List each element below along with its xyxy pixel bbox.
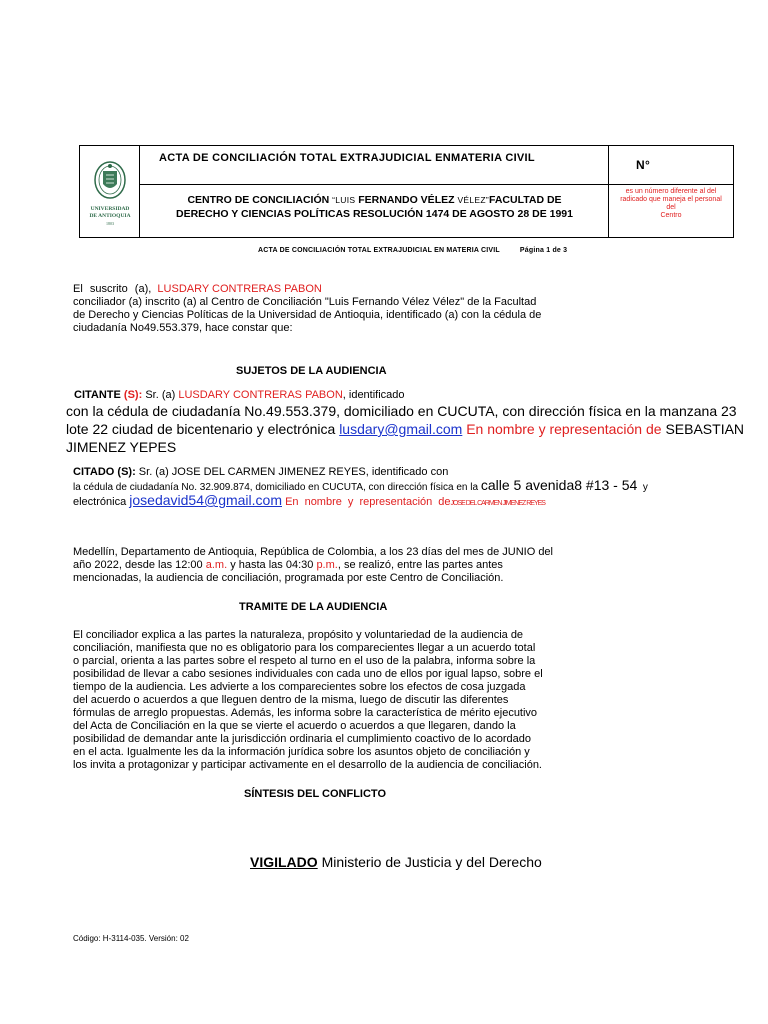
svg-text:1803: 1803 (106, 221, 114, 226)
citante-block: CITANTE (S): Sr. (a) LUSDARY CONTRERAS PABON, identificado con la cédula de ciudadanía No.49.553.379, domiciliado en CUCUTA, con dirección física en la manzana 23 lote 22 ciudad de bicentenario y electrónica lusdary@gmail.com En nombre y representación de SEBASTIAN JIMENEZ YEPES (66, 389, 745, 455)
intro-paragraph: El suscrito (a), LUSDARY CONTRERAS PABON conciliador (a) inscrito (a) al Centro de Conciliación "Luis Fernando Vélez Vélez" de la Facultad de Derecho y Ciencias Políticas de la Universidad de Antioquia, identificado (a) con la cédula de ciudadanía No49.553.379, hace constar que: (73, 283, 542, 334)
header-table (79, 145, 734, 238)
document-code: Código: H-3114-035. Versión: 02 (73, 934, 189, 943)
svg-text:UNIVERSIDAD: UNIVERSIDAD (90, 206, 130, 212)
center-heading: CENTRO DE CONCILIACIÓN “LUIS FERNANDO VÉLEZ VÉLEZ”FACULTAD DE DERECHO Y CIENCIAS POLÍTICAS RESOLUCIÓN 1474 DE AGOSTO 28 DE 1991 (176, 194, 573, 220)
vigilado-footer: VIGILADO Ministerio de Justicia y del Derecho (250, 854, 542, 870)
citante-email-link[interactable]: lusdary@gmail.com (339, 421, 463, 437)
section-heading-sintesis: SÍNTESIS DEL CONFLICTO (244, 788, 386, 800)
table-divider (139, 146, 140, 237)
university-seal-logo (86, 154, 134, 234)
number-label: N° (636, 158, 651, 172)
number-note: es un número diferente al del radicado que maneja el personal del Centro (620, 188, 722, 219)
svg-text:DE ANTIOQUIA: DE ANTIOQUIA (89, 213, 131, 219)
citado-email-link[interactable]: josedavid54@gmail.com (129, 492, 282, 508)
tramite-paragraph: El conciliador explica a las partes la naturaleza, propósito y voluntariedad de la audiencia de conciliación, manifiesta que no es obligatorio para los comparecientes llegar a un acuerdo total o parcial, orienta a las partes sobre el respeto al turno en el uso de la palabra, informa sobre la posibilidad de llevar a cabo sesiones individuales con cada uno de ellos por igual lapso, sobre el tiempo de la audiencia. Les advierte a los comparecientes sobre los efectos de cosa juzgada del acuerdo o acuerdos a que lleguen dentro de la misma, luego de discutir las diferentes fórmulas de arreglo propuestas. Además, les informa sobre la característica de mérito ejecutivo del Acta de Conciliación en la que se vierte el acuerdo o acuerdos a que llegaren, dando la posibilidad de demandar ante la jurisdicción ordinaria el cumplimiento coactivo de lo acordado en el acta. Igualmente les da la información jurídica sobre los asuntos objeto de conciliación y los invita a protagonizar y participar activamente en el desarrollo de la audiencia de conciliación. (73, 629, 543, 771)
section-heading-tramite: TRAMITE DE LA AUDIENCIA (239, 601, 388, 613)
running-header: ACTA DE CONCILIACIÓN TOTAL EXTRAJUDICIAL EN MATERIA CIVIL Página 1 de 3 (258, 247, 568, 254)
acta-title: ACTA DE CONCILIACIÓN TOTAL EXTRAJUDICIAL ENMATERIA CIVIL (159, 152, 535, 164)
citado-block: CITADO (S): Sr. (a) JOSE DEL CARMEN JIMENEZ REYES, identificado con la cédula de ciudadanía No. 32.909.874, domiciliado en CUCUTA, con dirección física en la calle 5 avenida8 #13 - 54 y electrónica josedavid54@gmail.com En nombre y representación deJOSE DEL CARMEN JIMENEZ REYES (73, 466, 648, 508)
section-heading-sujetos: SUJETOS DE LA AUDIENCIA (236, 365, 387, 377)
place-date-paragraph: Medellín, Departamento de Antioquia, República de Colombia, a los 23 días del mes de JUNIO del año 2022, desde las 12:00 a.m. y hasta las 04:30 p.m., se realizó, entre las partes antes mencionadas, la audiencia de conciliación, programada por este Centro de Conciliación. (73, 546, 553, 584)
table-divider (139, 184, 733, 185)
vigilado-label: VIGILADO (250, 854, 318, 870)
